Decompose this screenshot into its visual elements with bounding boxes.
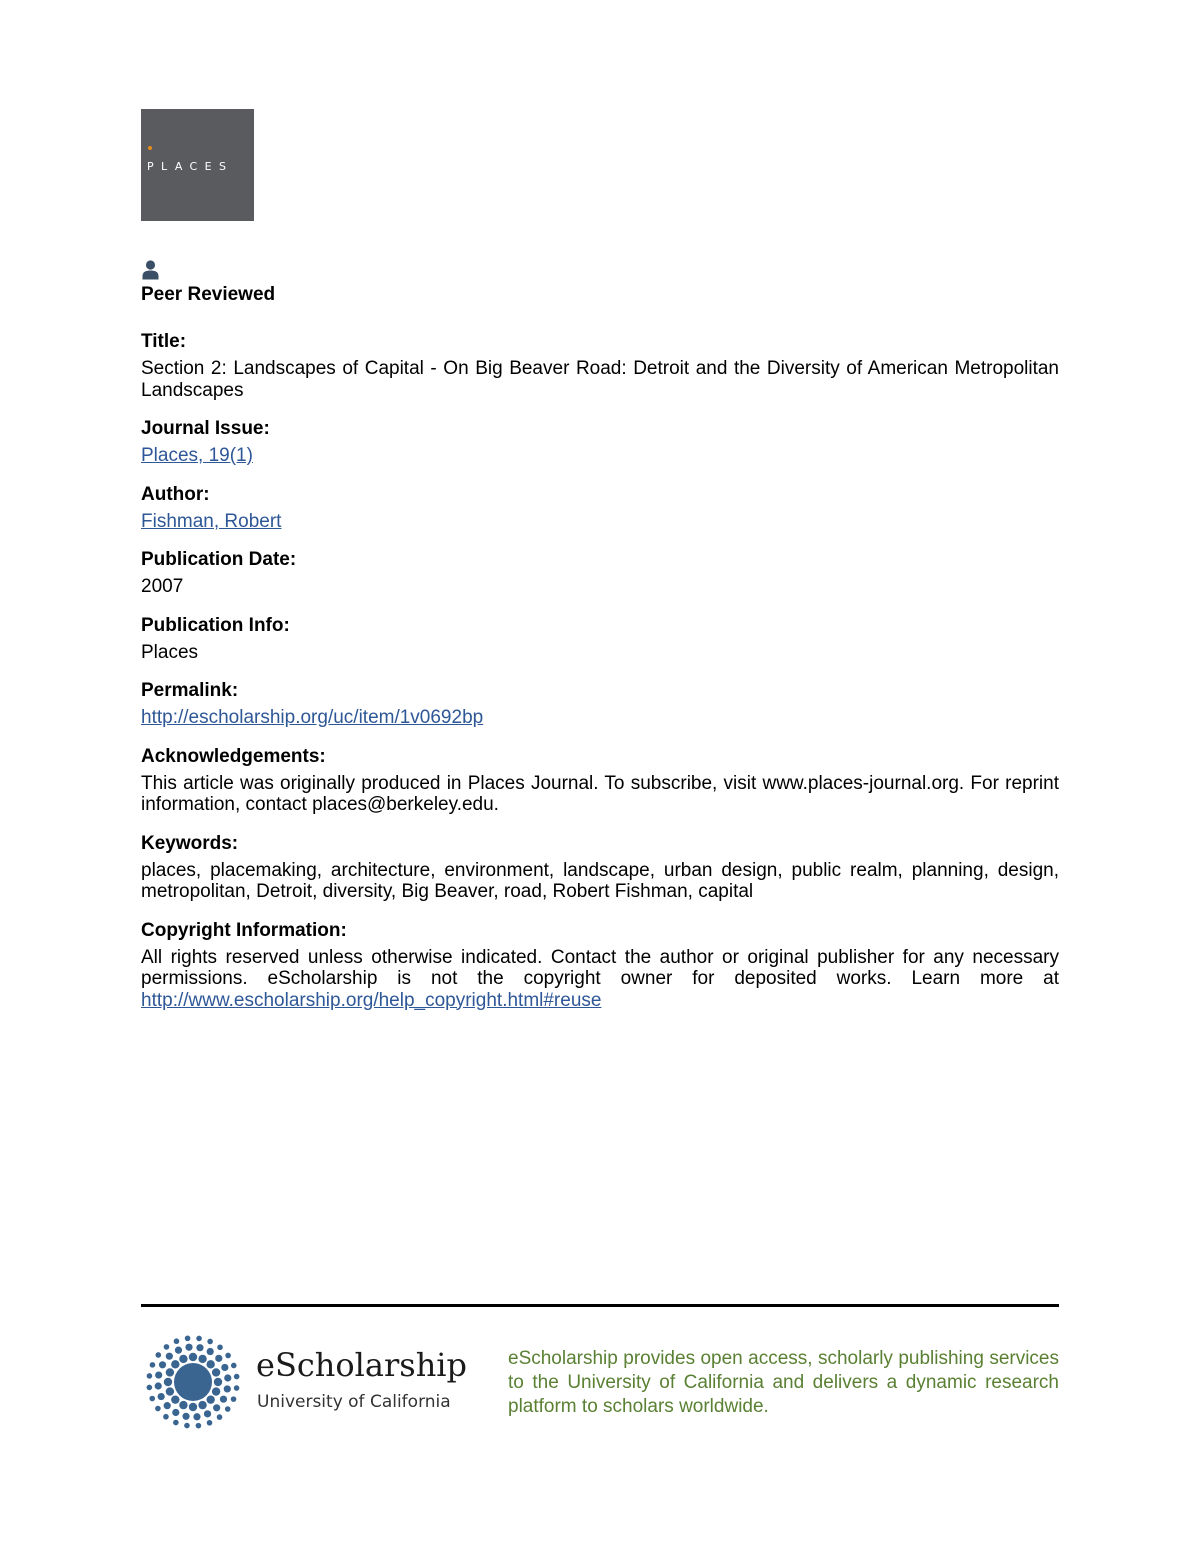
logo-dot bbox=[155, 1352, 161, 1358]
logo-dot bbox=[185, 1336, 191, 1342]
logo-dot bbox=[198, 1401, 206, 1409]
title-value: Section 2: Landscapes of Capital - On Big Beaver Road: Detroit and the Diversity of American Metropolitan Landscapes bbox=[141, 358, 1059, 401]
title-label: Title: bbox=[141, 331, 187, 352]
logo-dot bbox=[172, 1409, 179, 1416]
person-icon bbox=[142, 260, 159, 280]
logo-core-dot bbox=[174, 1363, 212, 1401]
logo-dot bbox=[164, 1402, 171, 1409]
logo-dot bbox=[189, 1403, 197, 1411]
acknowledgements-value: This article was originally produced in Places Journal. To subscribe, visit www.places-journal.org. For reprint information, contact places@berkeley.edu. bbox=[141, 772, 1059, 815]
escholarship-description: eScholarship provides open access, scholarly publishing services to the University of California and delivers a dynamic research platform to scholars worldwide. bbox=[508, 1348, 1059, 1417]
logo-dot bbox=[212, 1368, 220, 1376]
logo-dot bbox=[150, 1362, 156, 1368]
footer-divider bbox=[141, 1304, 1059, 1307]
logo-dot bbox=[231, 1396, 237, 1402]
logo-dot bbox=[207, 1420, 213, 1426]
logo-dot bbox=[189, 1353, 197, 1361]
keywords-value: places, placemaking, architecture, environment, landscape, urban design, public realm, planning, design, metropolitan, Detroit, diversity, Big Beaver, road, Robert Fishman, capital bbox=[141, 859, 1059, 902]
logo-dot bbox=[182, 1413, 189, 1420]
logo-dot bbox=[193, 1413, 200, 1420]
title-field bbox=[141, 331, 1059, 401]
author-link[interactable]: Fishman, Robert bbox=[141, 510, 282, 532]
logo-dot bbox=[166, 1368, 174, 1376]
publication-date-label: Publication Date: bbox=[141, 549, 297, 570]
logo-dot bbox=[149, 1396, 155, 1402]
places-logo bbox=[141, 109, 254, 221]
logo-dot bbox=[175, 1347, 182, 1354]
logo-dot bbox=[234, 1374, 240, 1380]
metadata-section bbox=[141, 331, 1059, 1028]
logo-accent-dot bbox=[148, 146, 152, 150]
copyright-text: All rights reserved unless otherwise indicated. Contact the author or original publisher for any necessary permissions. eScholarship is not the copyright owner for deposited works. Learn more at bbox=[141, 946, 1059, 989]
logo-dot bbox=[212, 1387, 220, 1395]
logo-dot bbox=[184, 1423, 190, 1429]
permalink-link[interactable]: http://escholarship.org/uc/item/1v0692bp bbox=[141, 707, 484, 728]
logo-dot bbox=[155, 1406, 161, 1412]
logo-dot bbox=[215, 1355, 222, 1362]
escholarship-brand-subtitle: University of California bbox=[257, 1392, 451, 1412]
logo-dot bbox=[179, 1355, 187, 1363]
author-label: Author: bbox=[141, 483, 210, 505]
publication-info-field bbox=[141, 615, 1059, 664]
logo-dot bbox=[166, 1387, 174, 1395]
logo-dot bbox=[207, 1348, 214, 1355]
copyright-field bbox=[141, 920, 1059, 1012]
logo-dot bbox=[163, 1414, 169, 1420]
acknowledgements-label: Acknowledgements: bbox=[141, 745, 326, 767]
logo-dot bbox=[147, 1385, 153, 1391]
logo-dot bbox=[185, 1344, 192, 1351]
logo-dot bbox=[207, 1339, 213, 1345]
logo-dot bbox=[147, 1373, 153, 1379]
logo-dot bbox=[234, 1385, 240, 1391]
acknowledgements-field bbox=[141, 746, 1059, 816]
logo-dot bbox=[217, 1344, 223, 1350]
logo-dot bbox=[174, 1338, 180, 1344]
logo-dot bbox=[224, 1374, 231, 1381]
logo-dot bbox=[164, 1344, 170, 1350]
logo-dot bbox=[221, 1364, 228, 1371]
publication-info-label: Publication Info: bbox=[141, 614, 290, 636]
logo-dot bbox=[225, 1406, 231, 1412]
copyright-value bbox=[141, 947, 1059, 1012]
journal-issue-field bbox=[141, 418, 1059, 467]
logo-dot bbox=[224, 1385, 231, 1392]
permalink-field bbox=[141, 680, 1059, 729]
publication-date-value: 2007 bbox=[141, 576, 184, 597]
copyright-label: Copyright Information: bbox=[141, 919, 347, 941]
logo-dot bbox=[164, 1378, 172, 1386]
logo-dot bbox=[179, 1401, 187, 1409]
logo-dot bbox=[166, 1353, 173, 1360]
logo-dot bbox=[231, 1363, 237, 1369]
logo-dot bbox=[158, 1393, 165, 1400]
journal-issue-label: Journal Issue: bbox=[141, 418, 270, 439]
keywords-field bbox=[141, 833, 1059, 903]
logo-dot bbox=[171, 1395, 179, 1403]
logo-dot bbox=[171, 1360, 179, 1368]
peer-reviewed-label: Peer Reviewed bbox=[141, 284, 276, 305]
logo-dot bbox=[173, 1420, 179, 1426]
publication-info-value: Places bbox=[141, 641, 199, 663]
logo-dot bbox=[198, 1355, 206, 1363]
escholarship-brand-name: eScholarship bbox=[256, 1346, 468, 1384]
copyright-help-link[interactable]: http://www.escholarship.org/help_copyright.html#reuse bbox=[141, 989, 602, 1011]
permalink-label: Permalink: bbox=[141, 680, 239, 701]
logo-dot bbox=[196, 1336, 202, 1342]
publication-date-field bbox=[141, 549, 1059, 598]
escholarship-logo-icon bbox=[145, 1334, 241, 1430]
logo-text: PLACES bbox=[147, 160, 234, 173]
logo-dot bbox=[159, 1361, 166, 1368]
logo-dot bbox=[217, 1414, 223, 1420]
logo-dot bbox=[204, 1410, 211, 1417]
logo-dot bbox=[225, 1353, 231, 1359]
logo-dot bbox=[155, 1371, 162, 1378]
logo-dot bbox=[206, 1395, 214, 1403]
logo-dot bbox=[213, 1404, 220, 1411]
logo-dot bbox=[196, 1423, 202, 1429]
logo-dot bbox=[214, 1378, 222, 1386]
logo-dot bbox=[206, 1360, 214, 1368]
logo-dot bbox=[155, 1382, 162, 1389]
author-field bbox=[141, 484, 1059, 533]
logo-dot bbox=[220, 1396, 227, 1403]
keywords-label: Keywords: bbox=[141, 832, 239, 854]
logo-dot bbox=[196, 1344, 203, 1351]
journal-issue-link[interactable]: Places, 19(1) bbox=[141, 445, 253, 466]
